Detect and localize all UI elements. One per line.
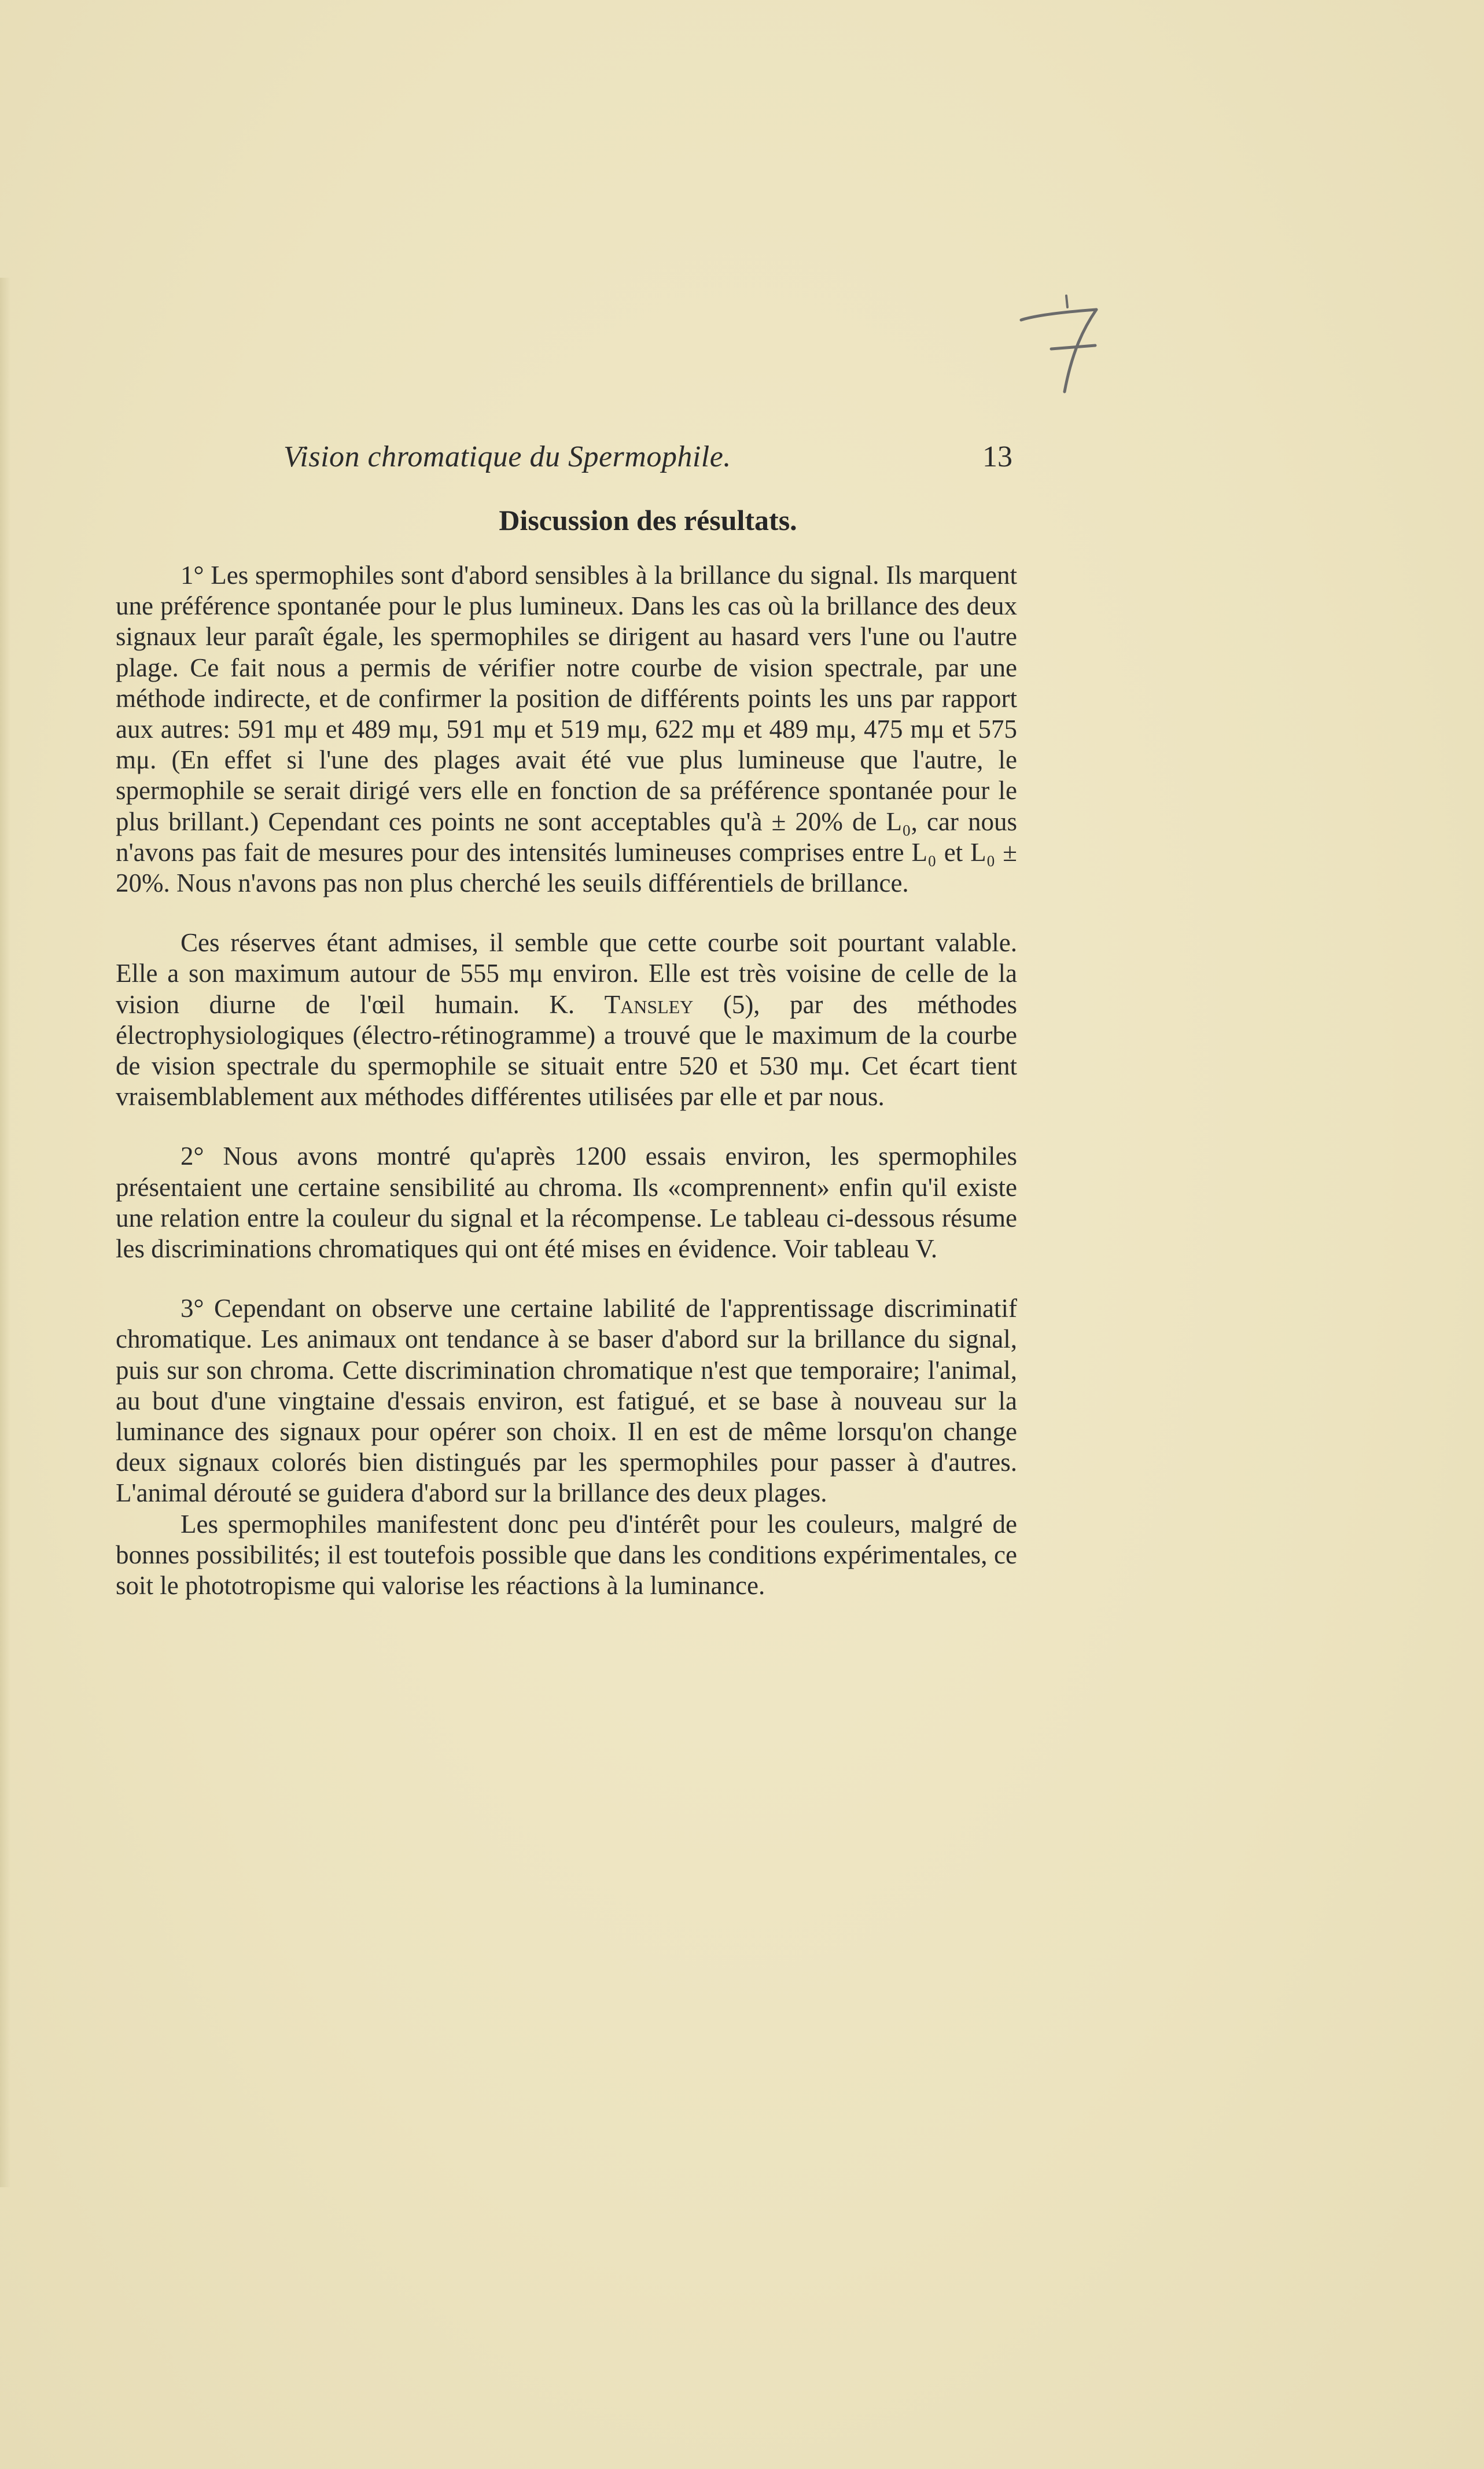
running-title: Vision chromatique du Spermophile. xyxy=(283,440,731,473)
running-header xyxy=(283,440,1012,486)
author-name: Tansley xyxy=(604,989,694,1019)
body-text xyxy=(116,560,1017,1601)
paragraph-2-text-a: Ces réserves étant admises, il semble que cette courbe soit pourtant valable. Elle a son maximum autour de 555 mμ environ. Elle est très voisine de celle de la vision diurne de l'œil humain. K. xyxy=(116,928,1017,1019)
section-heading: Discussion des résultats. xyxy=(499,504,797,536)
paragraph-1: 1° Les spermophiles sont d'abord sensibles à la brillance du signal. Ils marquent une préférence spontanée pour le plus lumineux. Dans les cas où la brillance des deux signaux leur paraît égale, les spermophiles se dirigent au hasard vers l'une ou l'autre plage. Ce fait nous a permis de vérifier notre courbe de vision spectrale, par une méthode indirecte, et de confirmer la position de différents points les uns par rapport aux autres: 591 mμ et 489 mμ, 591 mμ et 519 mμ, 622 mμ et 489 mμ, 475 mμ et 575 mμ. (En effet si l'une des plages avait été vue plus lumineuse que l'autre, le spermophile se serait dirigé vers elle en fonction de sa préférence spontanée pour le plus brillant.) Cependant ces points ne sont acceptables qu'à ± 20% de L₀, car nous n'avons pas fait de mesures pour des intensités lumineuses comprises entre L₀ et L₀ ± 20%. Nous n'avons pas non plus cherché les seuils différentiels de brillance. xyxy=(116,561,1017,898)
paragraph-4: 3° Cependant on observe une certaine labilité de l'apprentissage discriminatif chromatique. Les animaux ont tendance à se baser d'abord sur la brillance du signal, puis sur son chroma. Cette discrimination chromatique n'est que temporaire; l'animal, au bout d'une vingtaine d'essais environ, est fatigué, et se base à nouveau sur la luminance des signaux pour opérer son choix. Il en est de même lorsqu'on change deux signaux colorés bien distingués par les spermophiles pour passer à d'autres. L'animal dérouté se guidera d'abord sur la brillance des deux plages. xyxy=(116,1294,1017,1508)
scan-edge-shadow xyxy=(0,278,10,2187)
paragraph-5: Les spermophiles manifestent donc peu d'intérêt pour les couleurs, malgré de bonnes possibilités; il est toutefois possible que dans les conditions expérimentales, ce soit le phototropisme qui valorise les réactions à la luminance. xyxy=(116,1509,1017,1600)
paragraph-2 xyxy=(116,928,1017,1112)
page-number: 13 xyxy=(982,440,1012,473)
paragraph-2-text-b: (5), par des méthodes électrophysiologiques (électro-rétinogramme) a trouvé que le maximum de la courbe de vision spectrale du spermophile se situait entre 520 et 530 mμ. Cet écart tient vraisemblablement aux méthodes différentes utilisées par elle et par nous. xyxy=(116,989,1017,1112)
handwritten-seven-icon xyxy=(1010,292,1108,396)
paragraph-3: 2° Nous avons montré qu'après 1200 essais environ, les spermophiles présentaient une certaine sensibilité au chroma. Ils «comprennent» enfin qu'il existe une relation entre la couleur du signal et la récompense. Le tableau ci-dessous résume les discriminations chromatiques qui ont été mises en évidence. Voir tableau V. xyxy=(116,1142,1017,1264)
